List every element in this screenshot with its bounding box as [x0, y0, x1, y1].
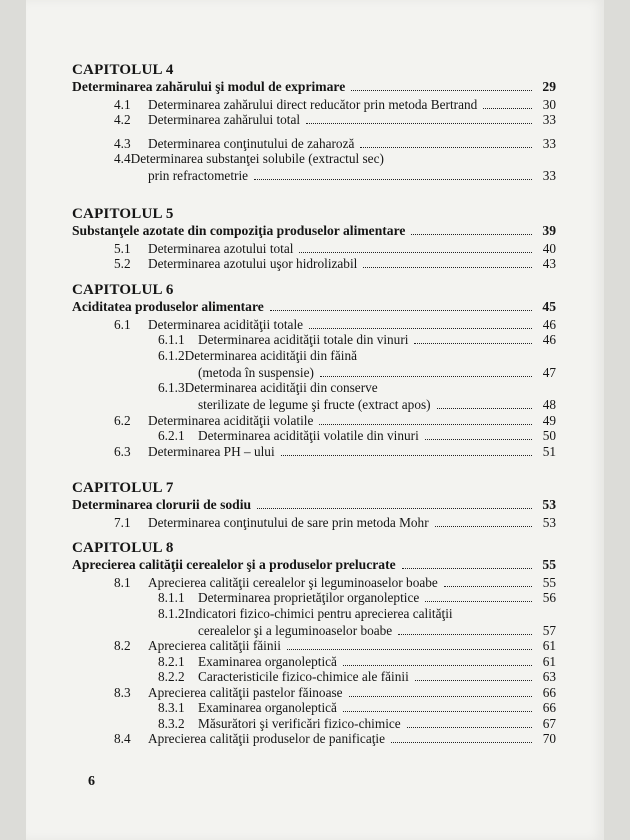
toc-entry[interactable] [114, 684, 556, 701]
toc-entry[interactable] [158, 715, 556, 732]
page-ref: 43 [542, 256, 556, 271]
toc-entry[interactable] [114, 240, 556, 257]
entry-title: Aprecierea calităţii făinii [148, 638, 281, 653]
toc-entry[interactable] [114, 412, 556, 429]
page-ref: 70 [542, 731, 556, 746]
entry-number: 5.1 [114, 240, 131, 256]
dot-leader [398, 634, 532, 635]
entry-title: Determinarea acidităţii din făină [184, 347, 357, 363]
dot-leader [437, 408, 532, 409]
page-ref: 61 [542, 653, 556, 669]
entry-title-line [158, 605, 453, 622]
toc-entry[interactable] [114, 96, 556, 113]
entry-title: Determinarea acidităţii volatile [148, 412, 314, 428]
dot-leader [444, 586, 532, 587]
toc-entry[interactable] [158, 427, 556, 444]
page-ref: 46 [542, 316, 556, 332]
chapter-title: Determinarea clorurii de sodiu [72, 497, 252, 512]
dot-leader [391, 742, 532, 743]
entry-title: Determinarea azotului total [148, 240, 294, 256]
entry-title: Determinarea acidităţii volatile din vinuri [198, 428, 419, 443]
entry-number: 8.3.1 [158, 700, 185, 715]
page-ref: 66 [542, 700, 556, 715]
entry-title: Determinarea zahărului direct reducător prin metoda Bertrand [148, 96, 478, 112]
entry-number: 4.4 [114, 151, 131, 166]
entry-number: 4.2 [114, 112, 131, 127]
entry-title: Determinarea conţinutului de sare prin metoda Mohr [148, 514, 429, 530]
toc-entry[interactable] [148, 167, 556, 184]
page-ref: 63 [542, 669, 556, 684]
page-number: 6 [88, 774, 95, 789]
page-ref: 66 [542, 684, 556, 700]
entry-number: 6.1 [114, 316, 131, 332]
page-ref: 30 [542, 96, 556, 112]
entry-title: Determinarea acidităţii din conserve [184, 380, 378, 395]
entry-title: Determinarea zahărului total [148, 112, 301, 127]
dot-leader [270, 310, 532, 311]
entry-title: Indicatori fizico-chimici pentru aprecierea calităţii [184, 605, 453, 621]
chapter-title-row[interactable] [72, 496, 556, 513]
chapter-title-row[interactable] [72, 78, 556, 95]
toc-entry[interactable] [198, 396, 556, 413]
entry-title: Determinarea acidităţii totale [148, 316, 304, 332]
entry-title: Examinarea organoleptică [198, 653, 337, 669]
page-ref: 29 [542, 79, 556, 94]
chapter-title-row[interactable] [72, 298, 556, 315]
dot-leader [435, 526, 532, 527]
dot-leader [306, 123, 532, 124]
dot-leader [343, 665, 532, 666]
entry-title: Măsurători şi verificări fizico-chimice [198, 715, 401, 731]
toc-entry[interactable] [114, 443, 556, 460]
toc-entry[interactable] [158, 331, 556, 348]
entry-title-continued: (metoda în suspensie) [198, 364, 314, 380]
dot-leader [425, 601, 532, 602]
toc-entry[interactable] [114, 574, 556, 591]
page-ref: 45 [542, 299, 556, 314]
dot-leader [343, 711, 532, 712]
dot-leader [319, 424, 532, 425]
toc-entry[interactable] [114, 514, 556, 531]
entry-number: 8.2.1 [158, 653, 185, 669]
entry-number: 8.1.2 [158, 605, 185, 621]
entry-title: Aprecierea calităţii produselor de panificaţie [148, 731, 386, 746]
entry-title: Determinarea azotului uşor hidrolizabil [148, 256, 358, 271]
chapter-title: Aprecierea calităţii cerealelor şi a produselor prelucrate [72, 557, 396, 572]
dot-leader [320, 376, 532, 377]
toc-entry[interactable] [158, 589, 556, 606]
dot-leader [287, 649, 532, 650]
entry-number: 6.3 [114, 443, 131, 459]
entry-title: Determinarea conţinutului de zaharoză [148, 135, 355, 151]
dot-leader [425, 439, 532, 440]
dot-leader [257, 508, 532, 509]
entry-title: Determinarea substanţei solubile (extractul sec) [130, 151, 384, 166]
dot-leader [309, 328, 532, 329]
entry-title: Examinarea organoleptică [198, 700, 337, 715]
page-ref: 50 [542, 428, 556, 443]
entry-number: 8.2.2 [158, 669, 185, 684]
dot-leader [411, 234, 532, 235]
entry-title: Caracteristicile fizico-chimice ale făinii [198, 669, 409, 684]
entry-number: 6.2.1 [158, 428, 185, 443]
dot-leader [281, 455, 532, 456]
dot-leader [407, 727, 532, 728]
chapter-heading: CAPITOLUL 8 [72, 540, 174, 556]
dot-leader [414, 343, 532, 344]
entry-number: 4.1 [114, 96, 131, 112]
book-page [26, 0, 604, 840]
page-ref: 53 [542, 497, 556, 512]
entry-number: 8.1 [114, 574, 131, 590]
entry-title-line [158, 347, 357, 364]
entry-number: 8.1.1 [158, 590, 185, 605]
entry-number: 7.1 [114, 514, 131, 530]
page-ref: 55 [542, 557, 556, 572]
toc-entry[interactable] [114, 637, 556, 654]
entry-number: 4.3 [114, 135, 131, 151]
dot-leader [349, 696, 532, 697]
entry-title-line [114, 150, 384, 167]
toc-entry[interactable] [158, 699, 556, 716]
entry-title-line [158, 379, 378, 396]
entry-title-continued: sterilizate de legume şi fructe (extract apos) [198, 397, 431, 412]
dot-leader [360, 147, 532, 148]
dot-leader [299, 252, 532, 253]
page-ref: 39 [542, 223, 556, 238]
entry-title: Determinarea PH – ului [148, 443, 275, 459]
page-ref: 33 [542, 135, 556, 151]
page-ref: 53 [542, 514, 556, 530]
entry-number: 5.2 [114, 256, 131, 271]
page-ref: 51 [542, 443, 556, 459]
chapter-heading: CAPITOLUL 6 [72, 282, 174, 298]
entry-number: 6.1.3 [158, 380, 185, 395]
chapter-title-row[interactable] [72, 556, 556, 573]
dot-leader [402, 568, 532, 569]
chapter-title: Aciditatea produselor alimentare [72, 299, 264, 314]
page-ref: 61 [542, 638, 556, 653]
page-ref: 40 [542, 240, 556, 256]
toc-entry[interactable] [114, 316, 556, 333]
entry-number: 8.3.2 [158, 715, 185, 731]
chapter-heading: CAPITOLUL 5 [72, 206, 174, 222]
page-ref: 49 [542, 412, 556, 428]
page-ref: 33 [542, 168, 556, 183]
entry-number: 8.2 [114, 638, 131, 653]
entry-title: Aprecierea calităţii cerealelor şi leguminoaselor boabe [148, 574, 438, 590]
chapter-title-row[interactable] [72, 222, 556, 239]
page-ref: 47 [542, 364, 556, 380]
toc-entry[interactable] [158, 653, 556, 670]
entry-number: 6.1.1 [158, 332, 185, 347]
page-ref: 57 [542, 622, 556, 638]
page-ref: 56 [542, 590, 556, 605]
chapter-title: Substanţele azotate din compoziţia produselor alimentare [72, 223, 406, 238]
dot-leader [483, 108, 532, 109]
dot-leader [363, 267, 532, 268]
dot-leader [351, 90, 532, 91]
dot-leader [415, 680, 532, 681]
toc-entry[interactable] [114, 255, 556, 272]
page-ref: 46 [542, 332, 556, 347]
entry-title-continued: prin refractometrie [148, 168, 249, 183]
dot-leader [254, 179, 532, 180]
page-ref: 48 [542, 397, 556, 412]
entry-number: 8.4 [114, 731, 131, 746]
page-ref: 55 [542, 574, 556, 590]
entry-number: 6.1.2 [158, 347, 185, 363]
entry-number: 6.2 [114, 412, 131, 428]
entry-title: Determinarea acidităţii totale din vinuri [198, 332, 409, 347]
entry-title: Aprecierea calităţii pastelor făinoase [148, 684, 343, 700]
chapter-heading: CAPITOLUL 4 [72, 62, 174, 78]
toc-entry[interactable] [158, 668, 556, 685]
page-ref: 33 [542, 112, 556, 127]
entry-title-continued: cerealelor şi a leguminoaselor boabe [198, 622, 393, 638]
chapter-heading: CAPITOLUL 7 [72, 480, 174, 496]
entry-number: 8.3 [114, 684, 131, 700]
toc-entry[interactable] [114, 730, 556, 747]
toc-entry[interactable] [198, 622, 556, 639]
toc-entry[interactable] [114, 135, 556, 152]
page-ref: 67 [542, 715, 556, 731]
chapter-title: Determinarea zahărului şi modul de exprimare [72, 79, 346, 94]
toc-entry[interactable] [198, 364, 556, 381]
entry-title: Determinarea proprietăţilor organoleptice [198, 590, 420, 605]
table-of-contents [26, 0, 604, 840]
toc-entry[interactable] [114, 111, 556, 128]
